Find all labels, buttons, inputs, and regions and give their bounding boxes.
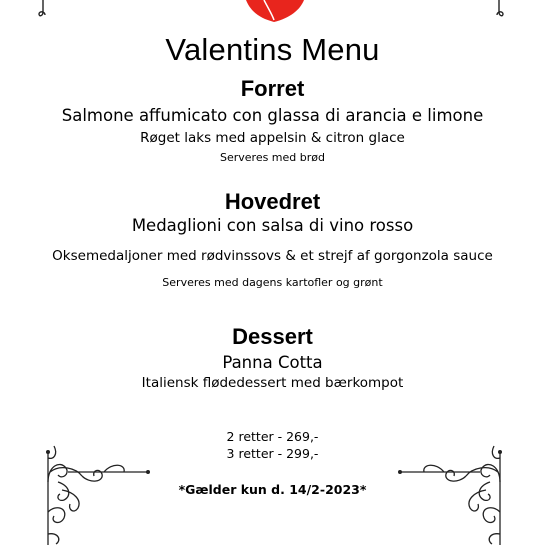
- price-two-courses: 2 retter - 269,-: [226, 429, 319, 444]
- starter-note: Serveres med brød: [219, 151, 325, 164]
- heart-icon: [244, 0, 308, 22]
- scroll-ornament-bottom-right: [398, 442, 510, 545]
- corner-ornament-top-right: [492, 0, 506, 20]
- main-heading: Hovedret: [224, 189, 321, 214]
- starter-heading: Forret: [240, 76, 305, 101]
- menu-title: Valentins Menu: [165, 32, 380, 67]
- scroll-ornament-bottom-left: [38, 442, 150, 545]
- main-note: Serveres med dagens kartofler og grønt: [162, 276, 383, 289]
- dessert-danish: Italiensk flødedessert med bærkompot: [141, 375, 404, 391]
- dessert-heading: Dessert: [232, 324, 313, 349]
- main-danish: Oksemedaljoner med rødvinssovs & et strejf af gorgonzola sauce: [52, 248, 493, 264]
- dessert-italian: Panna Cotta: [222, 353, 323, 372]
- main-italian: Medaglioni con salsa di vino rosso: [131, 216, 414, 235]
- starter-danish: Røget laks med appelsin & citron glace: [140, 130, 405, 146]
- validity-note: *Gælder kun d. 14/2-2023*: [178, 482, 367, 497]
- price-three-courses: 3 retter - 299,-: [226, 446, 319, 461]
- starter-italian: Salmone affumicato con glassa di arancia e limone: [61, 106, 484, 125]
- corner-ornament-top-left: [36, 0, 50, 20]
